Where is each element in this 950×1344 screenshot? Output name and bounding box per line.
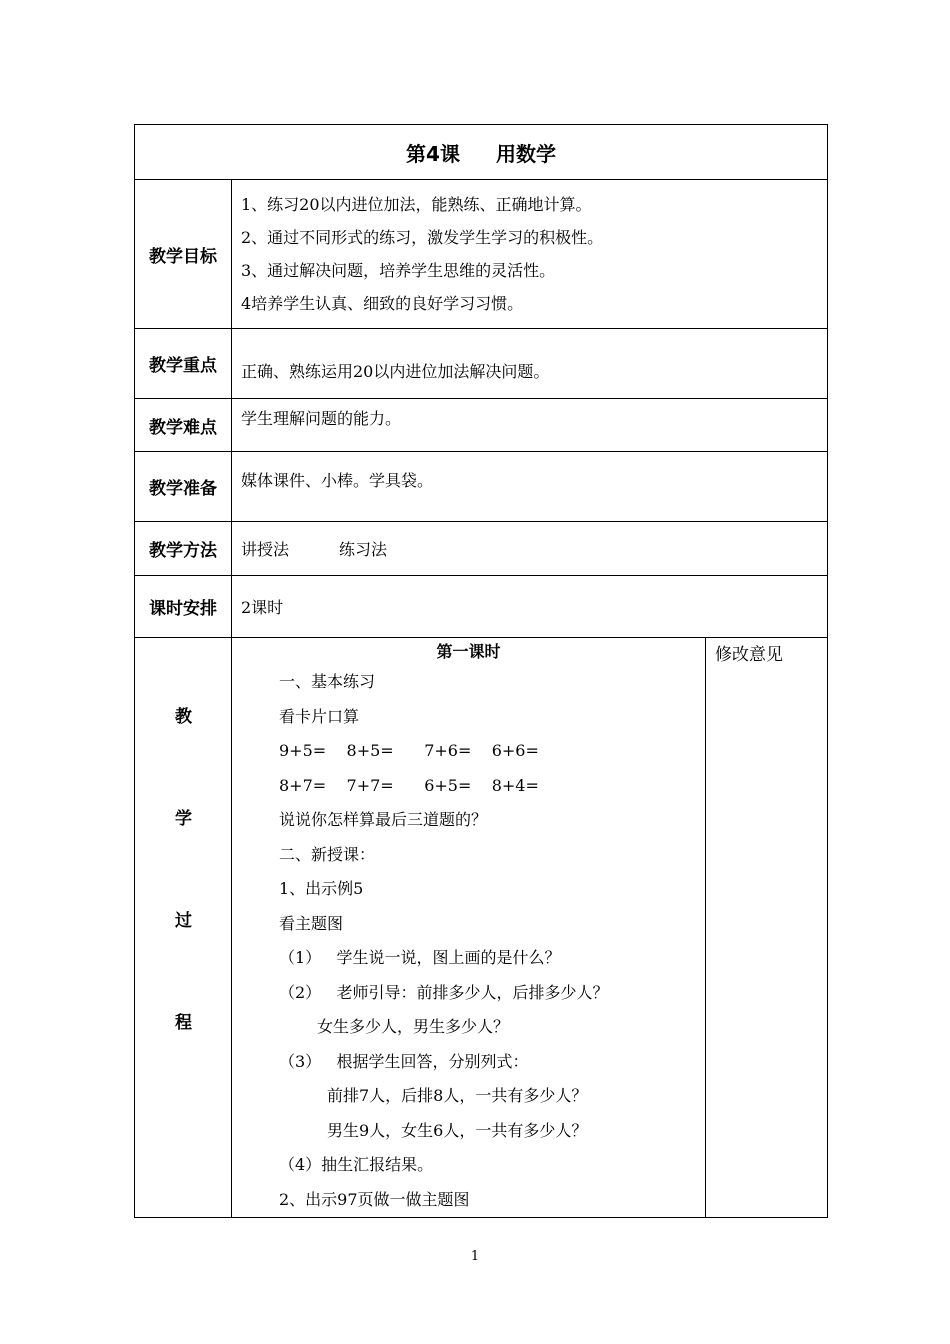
methods-row (135, 522, 828, 576)
schedule-row (135, 576, 828, 638)
process-label-char: 过 (175, 911, 192, 931)
process-line: 说说你怎样算最后三道题的？ (279, 810, 488, 829)
lesson-plan-table (134, 124, 828, 1218)
key-points-row (135, 329, 828, 399)
difficulties-label: 教学难点 (135, 399, 232, 452)
process-line: （4）抽生汇报结果。 (279, 1155, 434, 1174)
process-line: 前排7人，后排8人，一共有多少人？ (327, 1086, 588, 1105)
methods-content (232, 522, 828, 576)
process-line: 女生多少人，男生多少人？ (317, 1017, 510, 1036)
lesson-title (135, 125, 828, 180)
goals-content (232, 180, 828, 329)
schedule-text: 2课时 (232, 576, 828, 638)
title-row (135, 125, 828, 180)
methods-label: 教学方法 (135, 522, 232, 576)
page-number: 1 (470, 1249, 480, 1264)
difficulties-text: 学生理解问题的能力。 (232, 399, 828, 452)
key-points-text: 正确、熟练运用20以内进位加法解决问题。 (232, 329, 828, 399)
process-line: 1、出示例5 (279, 879, 364, 898)
process-line: （2） 老师引导：前排多少人，后排多少人？ (279, 982, 609, 1002)
goal-item: 4培养学生认真、细致的良好学习习惯。 (241, 294, 524, 313)
preparation-row (135, 452, 828, 522)
goal-item: 2、通过不同形式的练习，激发学生学习的积极性。 (241, 228, 604, 247)
process-content (232, 638, 706, 1218)
process-line: 一、基本练习 (279, 672, 376, 691)
process-line: 看主题图 (279, 913, 344, 933)
process-line: 2、出示97页做一做主题图 (279, 1189, 470, 1209)
goals-label: 教学目标 (135, 180, 232, 329)
process-line: 8+7= 7+7= 6+5= 8+4= (279, 775, 539, 795)
difficulties-row (135, 399, 828, 452)
process-line: 男生9人，女生6人，一共有多少人？ (327, 1120, 588, 1140)
goal-item: 3、通过解决问题，培养学生思维的灵活性。 (241, 261, 556, 280)
preparation-text: 媒体课件、小棒。学具袋。 (232, 452, 828, 522)
key-points-label: 教学重点 (135, 329, 232, 399)
process-line: （1） 学生说一说，图上画的是什么？ (279, 948, 561, 967)
lesson-topic: 用数学 (495, 141, 556, 166)
method-item: 讲授法 (241, 540, 290, 559)
lesson-number: 第4课 (406, 141, 460, 166)
method-item: 练习法 (339, 540, 388, 559)
process-line: （3） 根据学生回答，分别列式： (279, 1051, 529, 1071)
goal-item: 1、练习20以内进位加法，能熟练、正确地计算。 (241, 195, 592, 214)
process-line: 二、新授课： (279, 844, 376, 864)
revision-notes: 修改意见 (706, 638, 828, 1218)
process-label-char: 学 (175, 809, 192, 829)
process-row (135, 638, 828, 1218)
session-title: 第一课时 (436, 642, 501, 661)
process-lines (232, 665, 705, 1217)
schedule-label: 课时安排 (135, 576, 232, 638)
process-label-char: 教 (175, 707, 192, 727)
process-line: 9+5= 8+5= 7+6= 6+6= (279, 741, 539, 760)
goals-row (135, 180, 828, 329)
process-line: 看卡片口算 (279, 706, 360, 726)
preparation-label: 教学准备 (135, 452, 232, 522)
process-label-char: 程 (175, 1013, 192, 1033)
process-label (135, 638, 232, 1218)
